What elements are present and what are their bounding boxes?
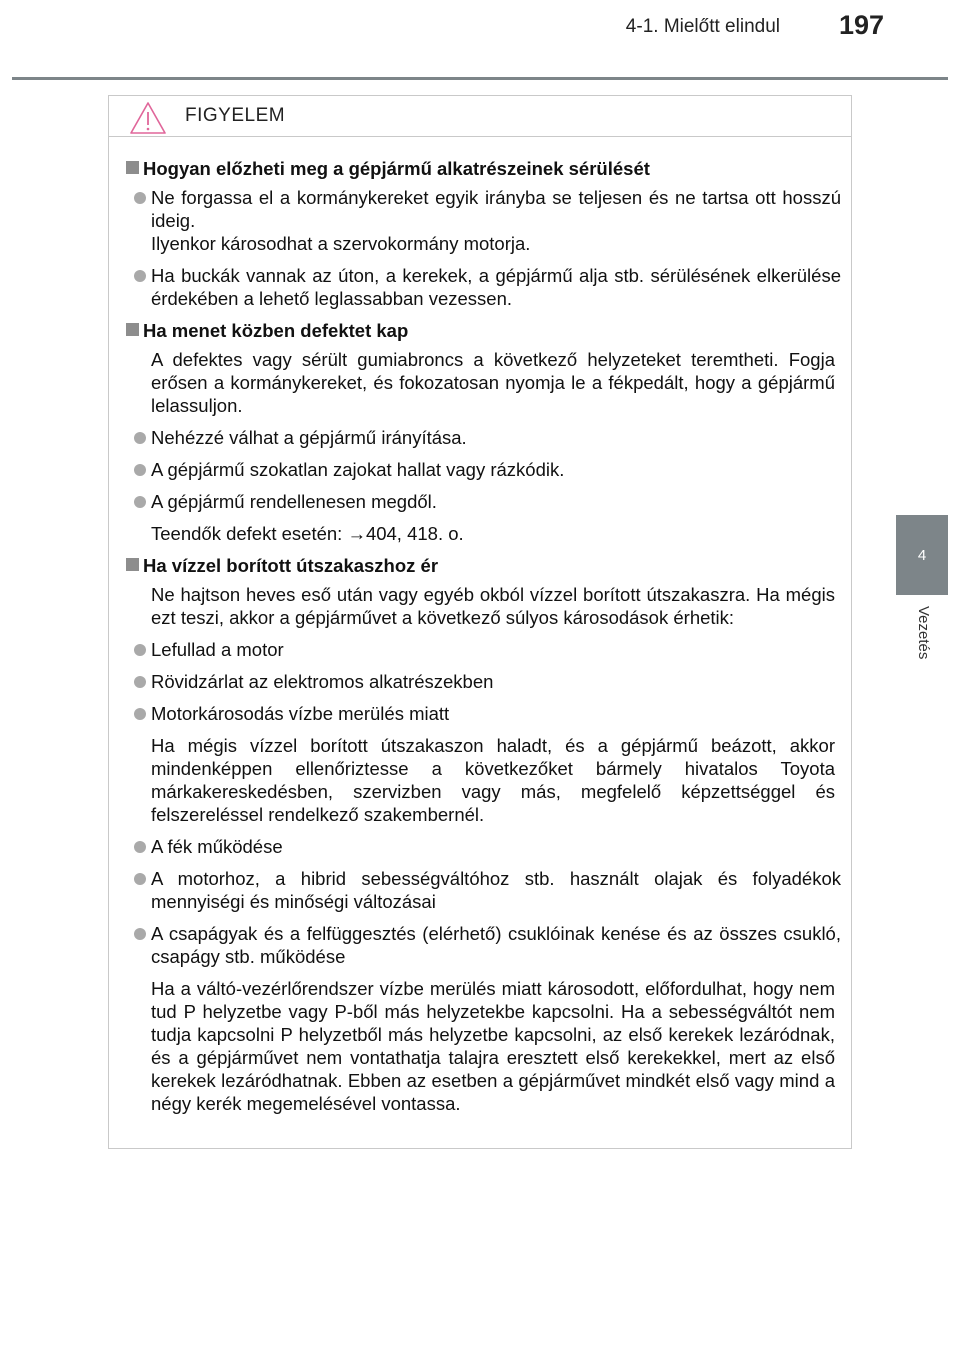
section-flooded-road <box>126 554 841 1115</box>
section-title <box>126 554 841 577</box>
bullet-dot-icon <box>134 644 146 656</box>
list-item <box>134 670 841 693</box>
list-item-text: A fék működése <box>151 836 283 857</box>
header-title: 4-1. Mielőtt elindul <box>625 16 780 37</box>
square-bullet-icon <box>126 323 139 336</box>
section-title-text: Ha menet közben defektet kap <box>143 320 409 341</box>
bullet-dot-icon <box>134 873 146 885</box>
bullet-dot-icon <box>134 841 146 853</box>
list-item <box>134 458 841 481</box>
paragraph: Ha mégis vízzel borított útszakaszon haladt, és a gépjármű beázott, akkor mindenképpen ellenőriztesse a következőket bármely hivatalos Toyota márkakereskedésben, szervizben vagy más, megfelelő képzettséggel és felszereléssel rendelkező szakembernél. <box>151 735 835 825</box>
list-item <box>134 867 841 913</box>
bullet-dot-icon <box>134 192 146 204</box>
square-bullet-icon <box>126 558 139 571</box>
header-rule <box>12 77 948 80</box>
list-item <box>134 186 841 255</box>
list-item-text: Ha buckák vannak az úton, a kerekek, a gépjármű alja stb. sérülésének elkerülése érdekében a lehető leglassabban vezessen. <box>151 265 841 309</box>
list-item <box>134 490 841 513</box>
warning-triangle-icon <box>129 101 167 135</box>
section-title-text: Hogyan előzheti meg a gépjármű alkatrészeinek sérülését <box>143 158 650 179</box>
paragraph: Ha a váltó-vezérlőrendszer vízbe merülés miatt károsodott, előfordulhat, hogy nem tud P helyzetbe vagy P-ből más helyzetekbe kapcsolni. Ha a sebességváltót nem tudja kapcsolni P helyzetből más helyzetbe kapcsolni, az első kerekek lezáródnak, és a gépjárművet nem vontathatja talajra eresztett első kerekekkel, mert az első kerekek lezáródhatnak. Ebben az esetben a gépjárművet mindkét első vagy mind a négy kerék megemelésével vontassa. <box>151 978 835 1114</box>
chapter-tab <box>896 515 948 595</box>
section-title <box>126 319 841 342</box>
bullet-dot-icon <box>134 676 146 688</box>
section-damage-prevention <box>126 157 841 310</box>
item-text: Ne forgassa el a kormánykereket egyik irányba se teljesen és ne tartsa ott hosszú ideig. <box>151 187 841 231</box>
list-item-text: Rövidzárlat az elektromos alkatrészekben <box>151 671 494 692</box>
chapter-label: Vezetés <box>915 606 932 660</box>
list-item-text: Nehézzé válhat a gépjármű irányítása. <box>151 427 467 448</box>
bullet-dot-icon <box>134 708 146 720</box>
list-item <box>134 638 841 661</box>
bullet-dot-icon <box>134 464 146 476</box>
bullet-dot-icon <box>134 928 146 940</box>
list-item-text: A gépjármű rendellenesen megdől. <box>151 491 437 512</box>
list-item-text: A gépjármű szokatlan zajokat hallat vagy rázkódik. <box>151 459 565 480</box>
list-item <box>134 426 841 449</box>
item-note: Ilyenkor károsodhat a szervokormány motorja. <box>151 233 531 254</box>
warning-title: FIGYELEM <box>185 105 286 126</box>
list-item-text: A csapágyak és a felfüggesztés (elérhető) csuklóinak kenése és az összes csukló, csapágy stb. működése <box>151 923 841 967</box>
section-flat-tire <box>126 319 841 545</box>
page-reference: Teendők defekt esetén: →404, 418. o. <box>151 523 464 544</box>
page-number: 197 <box>838 10 884 40</box>
warning-header <box>109 96 851 137</box>
bullet-dot-icon <box>134 432 146 444</box>
bullet-dot-icon <box>134 270 146 282</box>
bullet-dot-icon <box>134 496 146 508</box>
section-title-text: Ha vízzel borított útszakaszhoz ér <box>143 555 439 576</box>
list-item-text: Lefullad a motor <box>151 639 284 660</box>
list-item <box>134 835 841 858</box>
paragraph: A defektes vagy sérült gumiabroncs a következő helyzeteket teremtheti. Fogja erősen a kormánykereket, és fokozatosan nyomja le a fékpedált, hogy a gépjármű lelassuljon. <box>151 349 835 416</box>
list-item-text: Motorkárosodás vízbe merülés miatt <box>151 703 450 724</box>
square-bullet-icon <box>126 161 139 174</box>
chapter-number: 4 <box>917 546 927 564</box>
list-item <box>134 264 841 310</box>
section-title <box>126 157 841 180</box>
list-item-text <box>151 186 841 255</box>
list-item <box>134 702 841 725</box>
warning-box <box>108 95 852 1149</box>
list-item <box>134 922 841 968</box>
paragraph: Ne hajtson heves eső után vagy egyéb okból vízzel borított útszakaszra. Ha mégis ezt teszi, akkor a gépjárművet a következő súlyos károsodások érhetik: <box>151 584 835 628</box>
list-item-text: A motorhoz, a hibrid sebességváltóhoz stb. használt olajak és folyadékok mennyiségi és minőségi változásai <box>151 868 841 912</box>
warning-content <box>109 137 851 1115</box>
